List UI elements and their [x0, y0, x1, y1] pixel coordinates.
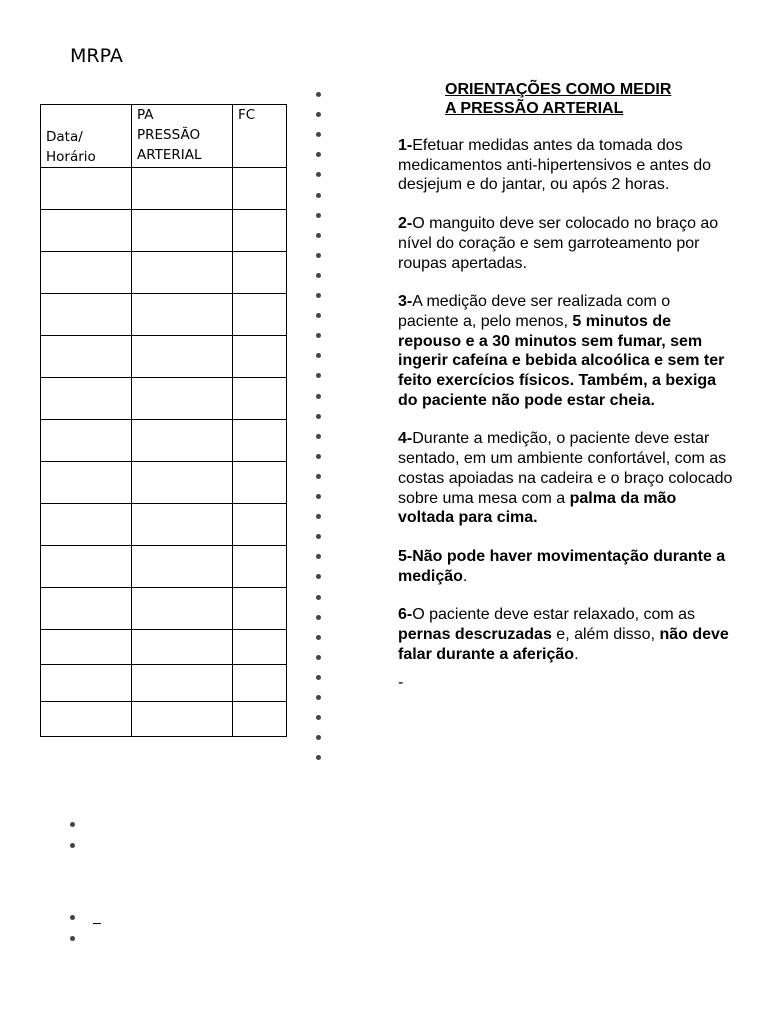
bullet-dot — [316, 92, 321, 97]
table-row — [41, 294, 287, 336]
date-cell[interactable] — [41, 420, 132, 462]
bullet-dot — [316, 253, 321, 258]
bullet-dot — [70, 843, 75, 848]
heart-rate-cell[interactable] — [233, 665, 287, 702]
bullet-dot — [316, 273, 321, 278]
heart-rate-cell[interactable] — [233, 168, 287, 210]
instructions-title-line-2: A PRESSÃO ARTERIAL — [445, 100, 624, 117]
bullet-dot — [316, 394, 321, 399]
underscore-mark — [93, 923, 101, 924]
table-header-row — [41, 105, 287, 168]
heart-rate-cell[interactable] — [233, 336, 287, 378]
instruction-text-bold: 5-Não pode haver movimentação durante a medição — [398, 547, 726, 585]
instruction-text: Durante a medição, o paciente deve estar sentado, em um ambiente confortável, com as costas apoiadas na cadeira e o braço colocado sobre uma mesa com a — [398, 430, 733, 507]
heart-rate-cell[interactable] — [233, 546, 287, 588]
bullet-dot — [316, 735, 321, 740]
instruction-step — [398, 136, 733, 195]
instruction-text-bold: 5 minutos de repouso e a 30 minutos sem fumar, sem ingerir cafeína e bebida alcoólica e sem ter feito exercícios físicos. Também, a bexiga do paciente não pode estar cheia. — [398, 312, 725, 409]
date-cell[interactable] — [41, 665, 132, 702]
heart-rate-cell[interactable] — [233, 588, 287, 630]
bullet-dot — [316, 494, 321, 499]
pressure-cell[interactable] — [132, 546, 233, 588]
heart-rate-cell[interactable] — [233, 462, 287, 504]
date-cell[interactable] — [41, 294, 132, 336]
page-title: MRPA — [70, 45, 123, 67]
date-cell[interactable] — [41, 210, 132, 252]
table-row — [41, 378, 287, 420]
bullet-dot — [316, 193, 321, 198]
date-cell[interactable] — [41, 588, 132, 630]
instruction-steps — [398, 136, 733, 664]
instructions-title-line-1: ORIENTAÇÕES COMO MEDIR — [445, 81, 672, 98]
instructions-title — [445, 80, 733, 118]
column-header-blood-pressure — [132, 105, 233, 168]
instruction-text: e, além disso, — [551, 626, 660, 644]
table-row — [41, 336, 287, 378]
date-cell[interactable] — [41, 462, 132, 504]
date-cell[interactable] — [41, 168, 132, 210]
bullet-dot — [316, 233, 321, 238]
heart-rate-cell[interactable] — [233, 702, 287, 737]
bullet-dot — [316, 635, 321, 640]
bullet-dot — [70, 936, 75, 941]
bullet-dot — [70, 822, 75, 827]
date-cell[interactable] — [41, 504, 132, 546]
bullet-dot — [316, 293, 321, 298]
trailing-dash: - — [398, 674, 404, 692]
instruction-text-bold: pernas descruzadas — [398, 626, 552, 644]
heart-rate-cell[interactable] — [233, 210, 287, 252]
table-row — [41, 420, 287, 462]
table-row — [41, 665, 287, 702]
bullet-dot — [316, 213, 321, 218]
bullet-dot — [316, 514, 321, 519]
instruction-step — [398, 547, 733, 586]
bullet-dot — [316, 313, 321, 318]
table-row — [41, 168, 287, 210]
date-cell[interactable] — [41, 252, 132, 294]
pressure-cell[interactable] — [132, 504, 233, 546]
bullet-dot — [316, 595, 321, 600]
pressure-cell[interactable] — [132, 665, 233, 702]
instruction-text-bold: palma da mão voltada para cima. — [398, 489, 677, 527]
instruction-step — [398, 429, 733, 528]
instruction-text: O manguito deve ser colocado no braço ao nível do coração e sem garroteamento por roupas apertadas. — [398, 215, 719, 272]
instruction-text: A medição deve ser realizada com o paciente a, pelo menos, — [398, 293, 671, 330]
table-row — [41, 210, 287, 252]
bullet-dot — [316, 615, 321, 620]
date-cell[interactable] — [41, 702, 132, 737]
table-row — [41, 588, 287, 630]
bullet-dot — [316, 454, 321, 459]
table-row — [41, 252, 287, 294]
bullet-dot — [316, 373, 321, 378]
heart-rate-cell[interactable] — [233, 252, 287, 294]
instruction-text-bold: 1- — [398, 137, 413, 154]
bullet-dot — [316, 655, 321, 660]
column-header-date-time-label: Data/ Horário — [46, 129, 96, 165]
heart-rate-cell[interactable] — [233, 420, 287, 462]
pressure-cell[interactable] — [132, 252, 233, 294]
bullet-dot — [316, 132, 321, 137]
instruction-text-bold: não deve falar durante a aferição — [398, 626, 729, 663]
bullet-dot — [316, 434, 321, 439]
column-header-heart-rate-label: FC — [238, 107, 256, 123]
instruction-text: . — [574, 645, 579, 663]
table-row — [41, 504, 287, 546]
table-body — [41, 168, 287, 737]
pressure-cell[interactable] — [132, 210, 233, 252]
bullet-dot — [316, 574, 321, 579]
instruction-step — [398, 605, 733, 664]
pressure-cell[interactable] — [132, 588, 233, 630]
heart-rate-cell[interactable] — [233, 630, 287, 665]
pressure-cell[interactable] — [132, 630, 233, 665]
table-row — [41, 546, 287, 588]
table-row — [41, 702, 287, 737]
instruction-text: . — [462, 567, 468, 585]
instruction-step — [398, 292, 733, 410]
pressure-cell[interactable] — [132, 168, 233, 210]
bullet-dot — [316, 755, 321, 760]
instruction-text-bold: 2- — [398, 215, 413, 233]
date-cell[interactable] — [41, 630, 132, 665]
bullet-dot — [316, 534, 321, 539]
column-header-blood-pressure-label: PA PRESSÃO ARTERIAL — [137, 107, 202, 163]
bullet-dot — [316, 715, 321, 720]
instruction-step — [398, 214, 733, 273]
bullet-dot — [316, 414, 321, 419]
heart-rate-cell[interactable] — [233, 504, 287, 546]
column-header-date-time — [41, 105, 132, 168]
pressure-cell[interactable] — [132, 420, 233, 462]
instructions-panel — [398, 80, 733, 693]
bullet-dot — [316, 353, 321, 358]
table-row — [41, 462, 287, 504]
table-row — [41, 630, 287, 665]
bullet-dot — [316, 695, 321, 700]
pressure-cell[interactable] — [132, 336, 233, 378]
pressure-cell[interactable] — [132, 378, 233, 420]
blood-pressure-log-table — [40, 104, 287, 737]
instruction-text-bold: 3- — [398, 293, 413, 311]
instruction-text: Efetuar medidas antes da tomada dos medicamentos anti-hipertensivos e antes do desjejum e do jantar, ou após 2 horas. — [398, 137, 712, 194]
bullet-dot — [316, 333, 321, 338]
bullet-dot — [316, 112, 321, 117]
bullet-dot — [316, 675, 321, 680]
instruction-text: O paciente deve estar relaxado, com as — [412, 606, 696, 624]
pressure-cell[interactable] — [132, 462, 233, 504]
bullet-dot — [70, 915, 75, 920]
date-cell[interactable] — [41, 546, 132, 588]
bullet-dot — [316, 172, 321, 177]
bullet-dot — [316, 152, 321, 157]
heart-rate-cell[interactable] — [233, 294, 287, 336]
pressure-cell[interactable] — [132, 294, 233, 336]
pressure-cell[interactable] — [132, 702, 233, 737]
instruction-text-bold: 4- — [398, 430, 413, 448]
bullet-dot — [316, 474, 321, 479]
date-cell[interactable] — [41, 336, 132, 378]
column-header-heart-rate — [233, 105, 287, 168]
bullet-dot — [316, 554, 321, 559]
date-cell[interactable] — [41, 378, 132, 420]
instruction-text-bold: 6- — [398, 606, 413, 624]
heart-rate-cell[interactable] — [233, 378, 287, 420]
